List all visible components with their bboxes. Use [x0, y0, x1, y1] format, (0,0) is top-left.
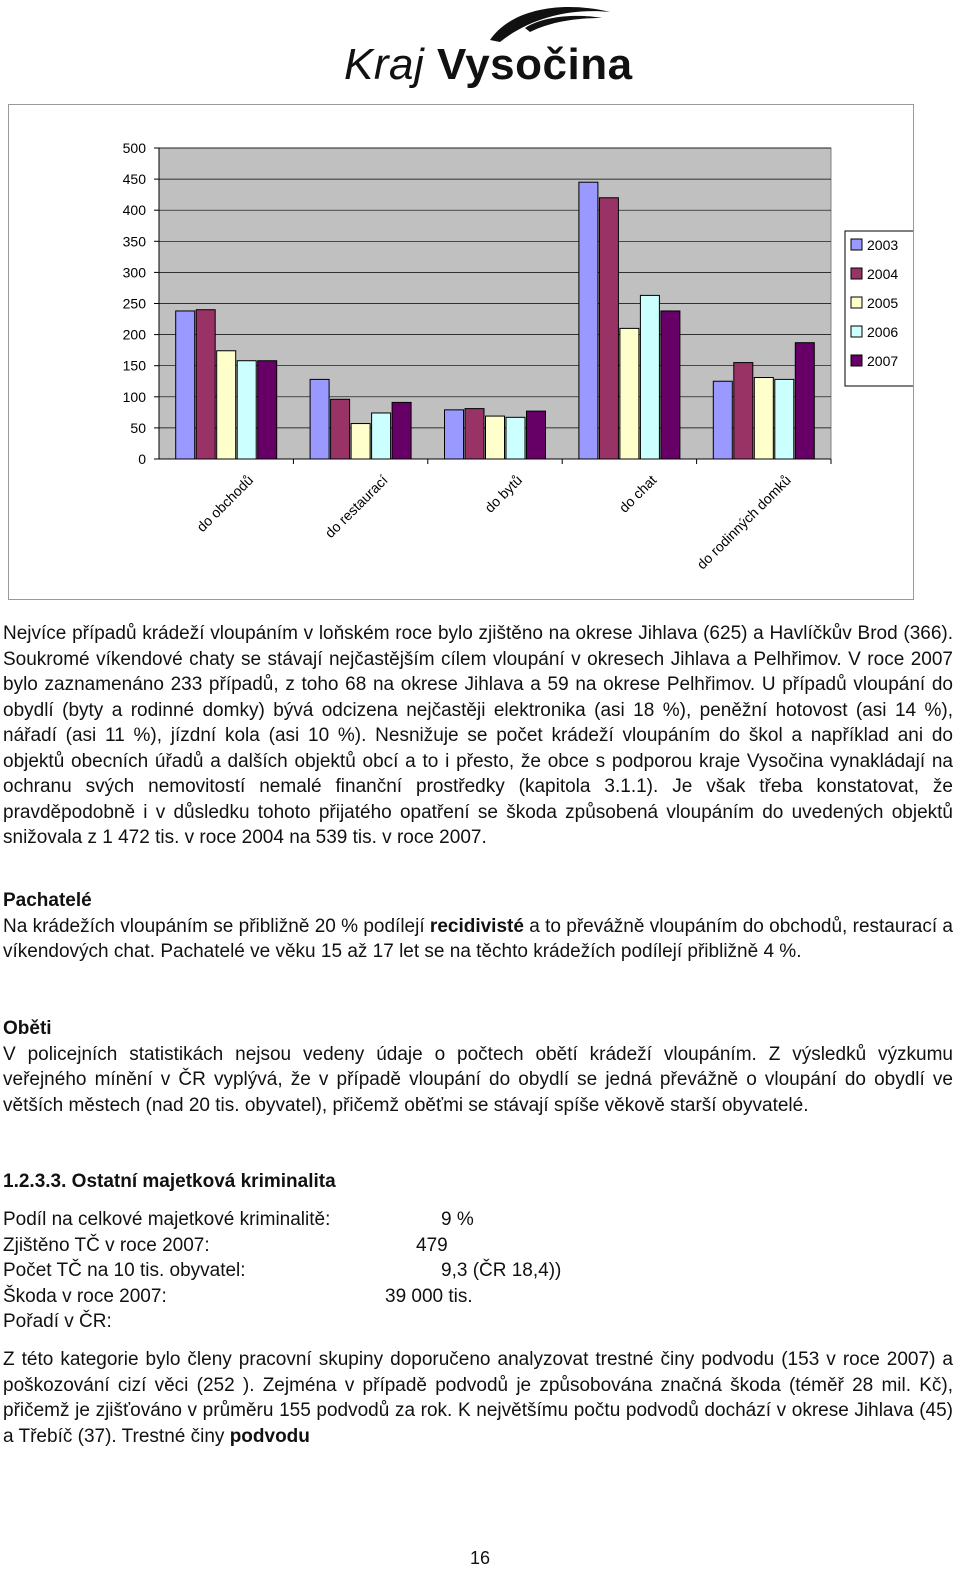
- logo-vysocina: Vysočina: [436, 40, 633, 89]
- legend-swatch: [851, 355, 862, 366]
- bar: [465, 409, 484, 459]
- bar: [237, 361, 256, 459]
- burglary-bar-chart: [9, 105, 913, 599]
- legend-swatch: [851, 297, 862, 308]
- bar: [351, 424, 370, 459]
- y-tick-label: 400: [122, 202, 146, 219]
- y-tick-label: 0: [138, 451, 146, 467]
- stat-value: 9 %: [441, 1209, 474, 1230]
- stat-row: [3, 1284, 953, 1310]
- y-tick-label: 250: [122, 295, 146, 312]
- legend-swatch: [851, 326, 862, 337]
- x-tick-label: do obchodů: [193, 471, 257, 535]
- victims-heading: Oběti: [3, 1018, 52, 1039]
- bar: [713, 381, 732, 459]
- legend-label: 2007: [867, 353, 899, 369]
- recidivists-bold: recidivisté: [429, 915, 524, 937]
- bar: [392, 402, 411, 459]
- bar: [620, 328, 639, 459]
- bar: [310, 379, 329, 459]
- stat-label: Počet TČ na 10 tis. obyvatel:: [3, 1260, 246, 1281]
- y-tick-label: 200: [122, 326, 146, 343]
- victims-text: V policejních statistikách nejsou vedeny údaje o počtech obětí krádeží vloupáním. Z výsledků výzkumu veřejného mínění v ČR vyplývá, že v případě vloupání do obydlí se jedná převážně o vloupání do obydlí ve větších městech (nad 20 tis. obyvatel), přičemž oběťmi se stávají spíše věkově starší obyvatelé.: [3, 1043, 953, 1116]
- bar: [754, 378, 773, 459]
- section-heading: 1.2.3.3. Ostatní majetková kriminalita: [3, 1171, 336, 1192]
- stat-value: 9,3 (ČR 18,4)): [441, 1260, 562, 1281]
- paragraph-burglary-summary: [3, 621, 953, 851]
- x-tick-label: do rodinných domků: [693, 471, 794, 573]
- perpetrators-heading: Pachatelé: [3, 890, 92, 911]
- y-tick-label: 500: [122, 140, 146, 156]
- y-tick-label: 150: [122, 357, 146, 374]
- bar: [579, 182, 598, 459]
- fraud-bold: podvodu: [229, 1425, 310, 1447]
- y-tick-label: 100: [122, 388, 146, 405]
- page-number: 16: [469, 1548, 491, 1568]
- x-tick-label: do restaurací: [321, 471, 391, 541]
- stat-label: Podíl na celkové majetkové kriminalitě:: [3, 1209, 331, 1230]
- y-tick-label: 300: [122, 264, 146, 281]
- bar: [661, 311, 680, 459]
- paragraph-text: Nejvíce případů krádeží vloupáním v loňském roce bylo zjištěno na okrese Jihlava (625) a Havlíčkův Brod (366). Soukromé víkendové chaty se stávají nejčastějším cílem vloupání v okresech Jihlava a Pelhřimov. V roce 2007 bylo zaznamenáno 233 případů, z toho 68 na okrese Jihlava a 59 na okrese Pelhřimov. U případů vloupání do obydlí (byty a rodinné domky) bývá odcizena nejčastěji elektronika (asi 18 %), peněžní hotovost (asi 14 %), nářadí (asi 11 %), jízdní kola (asi 10 %). Nesnižuje se počet krádeží vloupáním do škol a například ani do objektů obecních úřadů a dalších objektů obcí a to i přesto, že obce s podporou kraje Vysočina vynakládají na ochranu svých nemovitostí nemalé finanční prostředky (kapitola 3.1.1). Je však třeba konstatovat, že pravděpodobně i v důsledku tohoto přijatého opatření se škoda způsobená vloupáním do uvedených objektů snižovala z 1 472 tis. v roce 2004 na 539 tis. v roce 2007.: [3, 623, 953, 848]
- bar: [445, 410, 464, 459]
- stat-label: Zjištěno TČ v roce 2007:: [3, 1234, 210, 1256]
- x-tick-label: do bytů: [481, 471, 526, 516]
- y-tick-label: 350: [122, 233, 146, 250]
- bar: [640, 295, 659, 459]
- kraj-vysocina-logo: [340, 0, 633, 92]
- bar: [795, 343, 814, 459]
- bar: [176, 311, 195, 459]
- stat-row: [3, 1207, 953, 1233]
- bar: [599, 198, 618, 459]
- legend-swatch: [851, 268, 862, 279]
- section-victims: [3, 1016, 953, 1118]
- bar: [506, 417, 525, 459]
- bar: [734, 363, 753, 459]
- y-tick-label: 50: [130, 419, 146, 436]
- legend-swatch: [851, 239, 862, 250]
- chart-frame: [8, 104, 914, 600]
- section-perpetrators: [3, 888, 953, 965]
- section-other-property-crime: [3, 1169, 953, 1195]
- paragraph-fraud: [3, 1347, 953, 1449]
- stat-value: 479: [416, 1234, 448, 1256]
- stat-row: [3, 1233, 953, 1259]
- stat-value: 39 000 tis.: [385, 1285, 473, 1307]
- bar: [196, 310, 215, 459]
- bar: [372, 413, 391, 459]
- x-tick-label: do chat: [615, 471, 660, 516]
- logo-kraj: Kraj: [344, 40, 425, 89]
- bar: [527, 411, 546, 459]
- bar: [331, 399, 350, 459]
- legend-label: 2006: [867, 324, 899, 340]
- stat-row: [3, 1309, 953, 1335]
- y-tick-label: 450: [122, 171, 146, 188]
- bar: [486, 416, 505, 459]
- perpetrators-text: Na krádežích vloupáním se přibližně 20 % podílejí recidivisté a to převážně vloupáním do obchodů, restaurací a víkendových chat. Pachatelé ve věku 15 až 17 let se na těchto krádežích podílejí přibližně 4 %.: [3, 915, 953, 962]
- bar: [258, 361, 277, 459]
- legend-label: 2005: [867, 295, 899, 311]
- bar: [775, 379, 794, 459]
- legend-label: 2003: [867, 237, 899, 253]
- legend-label: 2004: [867, 266, 899, 282]
- fraud-text: Z této kategorie bylo členy pracovní skupiny doporučeno analyzovat trestné činy podvodu (153 v roce 2007) a poškozování cizí věci (252 ). Zejména v případě podvodů je způsobována značná škoda (téměř 28 mil. Kč), přičemž je zjišťováno v průměru 155 podvodů za rok. K největšímu počtu podvodů dochází v okrese Jihlava (45) a Třebíč (37). Trestné činy podvodu: [3, 1349, 953, 1447]
- stat-label: Škoda v roce 2007:: [3, 1285, 167, 1307]
- stats-list: [3, 1207, 953, 1335]
- bar: [217, 351, 236, 459]
- stat-row: [3, 1258, 953, 1284]
- stat-label: Pořadí v ČR:: [3, 1311, 112, 1332]
